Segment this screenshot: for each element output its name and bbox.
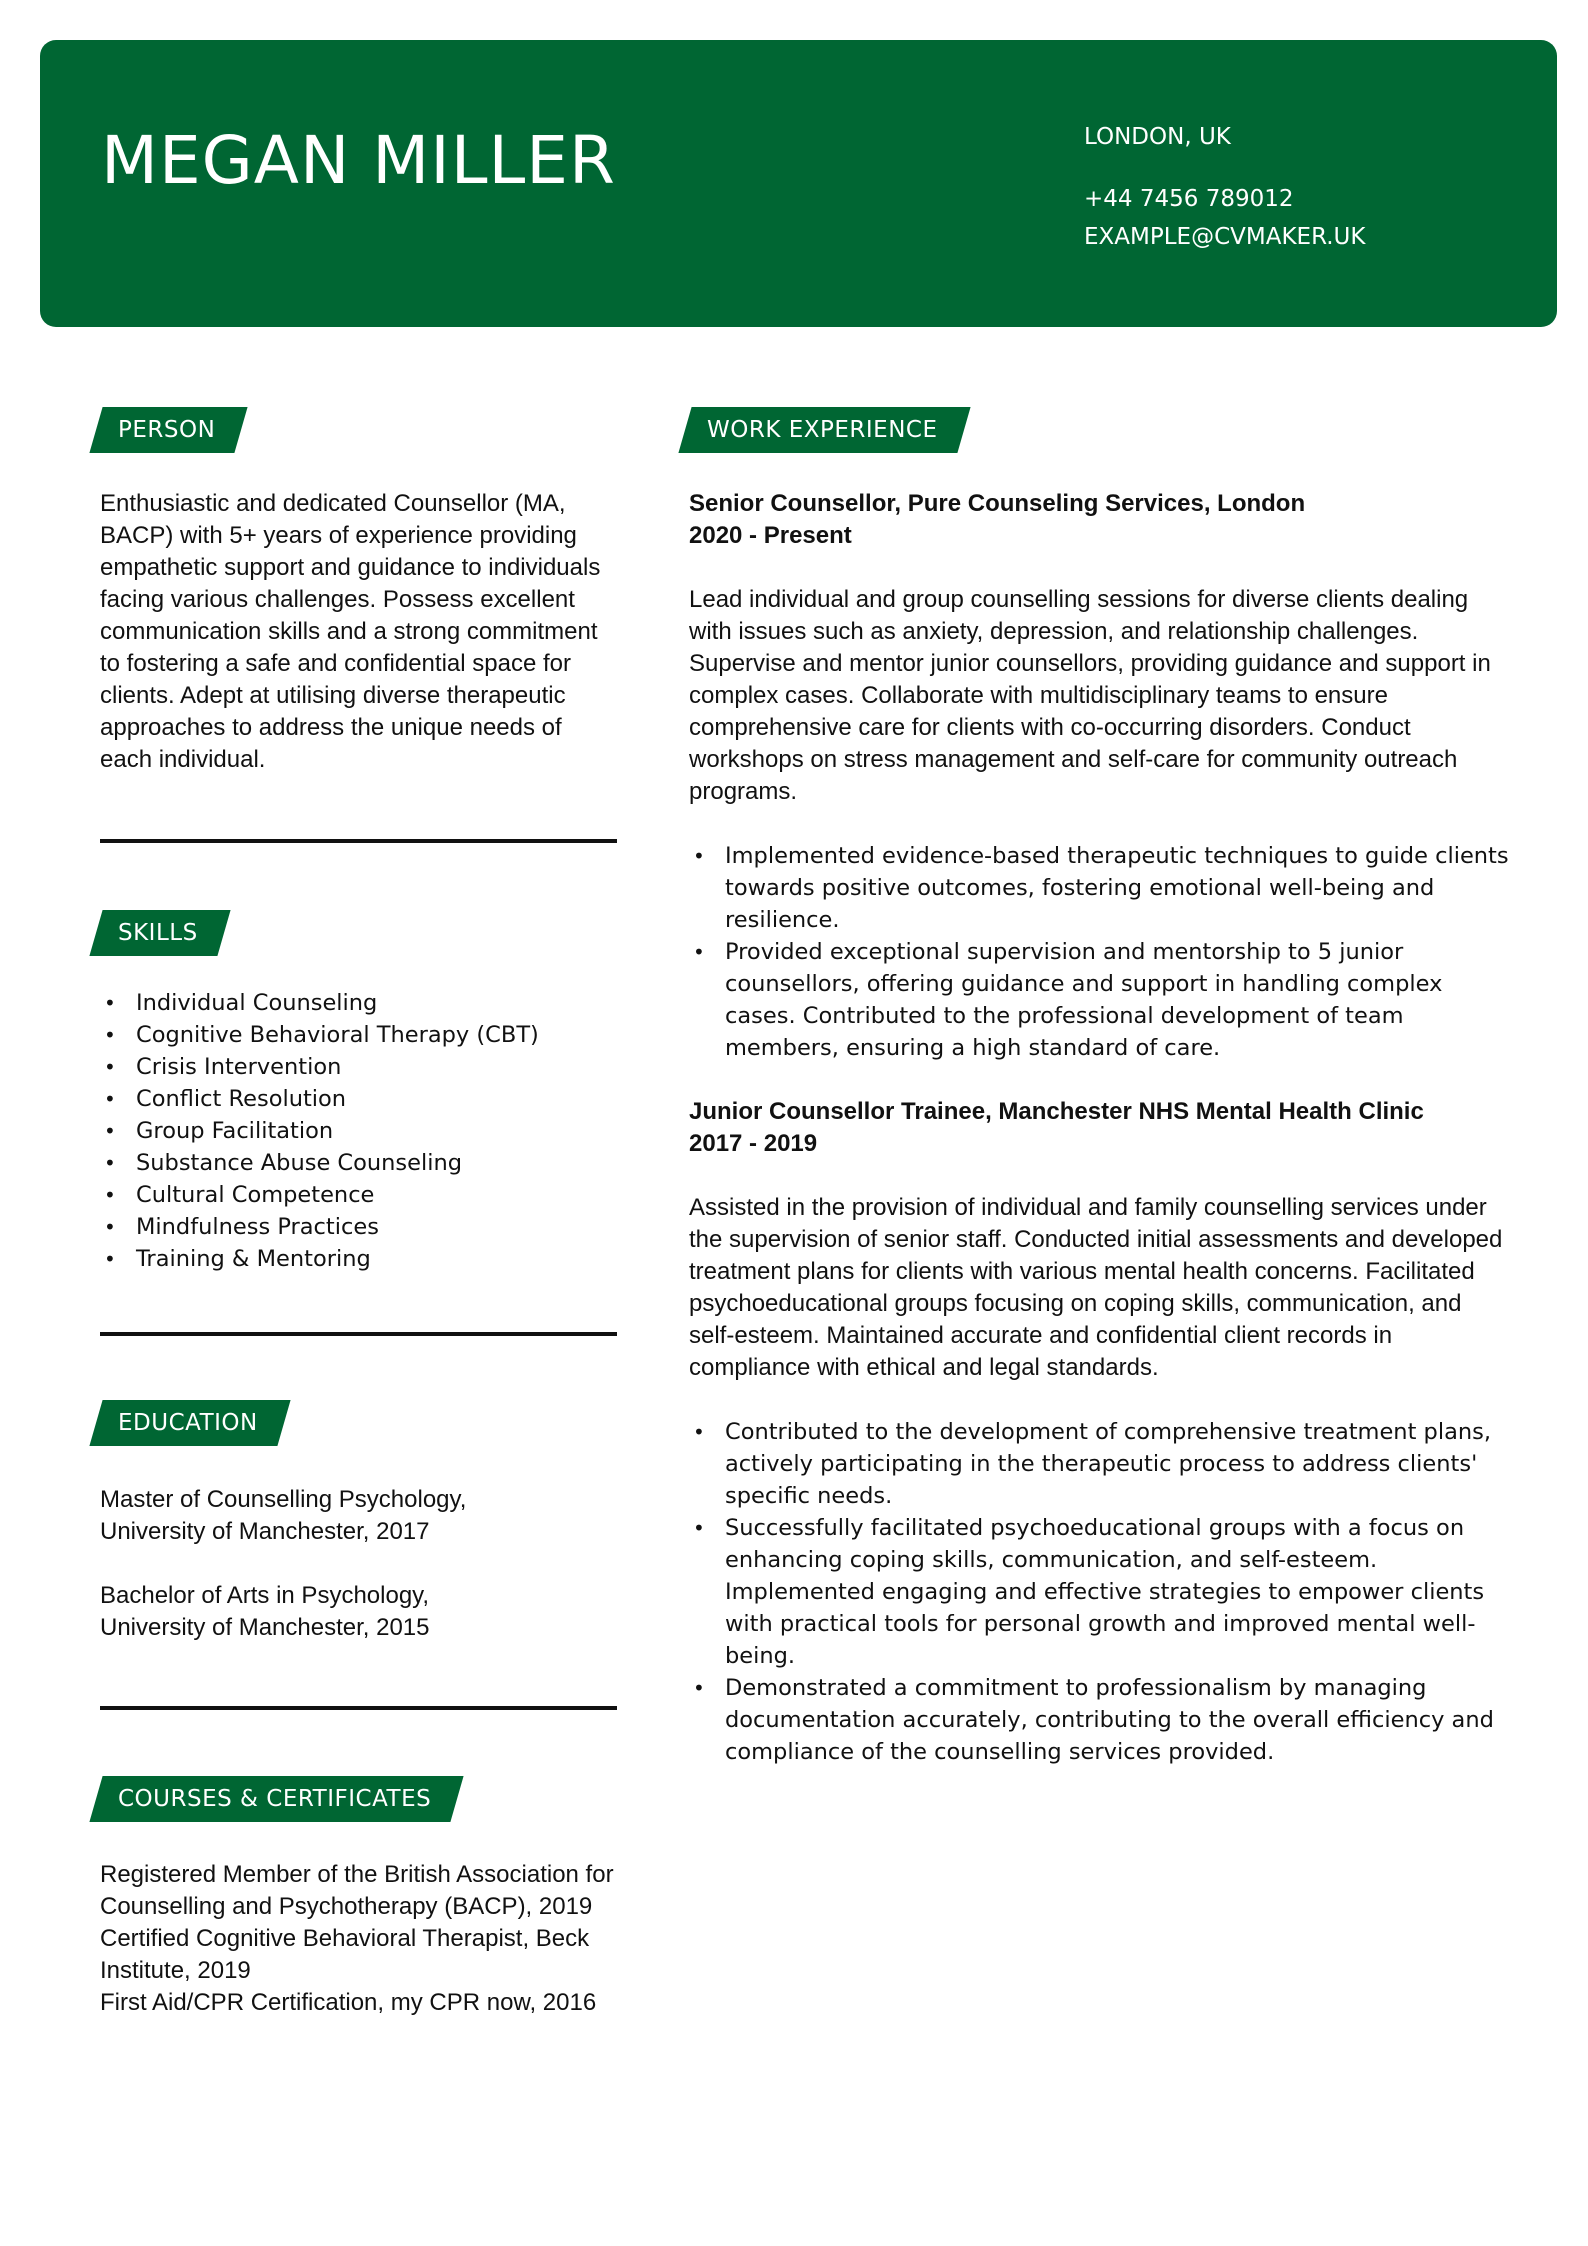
list-item: • Training & Mentoring (100, 1243, 620, 1275)
section-heading-person: PERSON (96, 407, 241, 453)
list-item: • Conflict Resolution (100, 1083, 620, 1115)
list-item: • Cultural Competence (100, 1179, 620, 1211)
job-description: Lead individual and group counselling sessions for diverse clients dealing with issues such as anxiety, depression, and relationship challenges. Supervise and mentor junior counsellors, providing guidance and support in complex cases. Collaborate with multidisciplinary teams to ensure comprehensive care for clients with co-occurring disorders. Conduct workshops on stress management and self-care for community outreach programs. (689, 586, 1491, 805)
left-column (100, 407, 620, 2019)
job-dates: 2017 - 2019 (689, 1130, 818, 1157)
contact-block (1084, 118, 1365, 256)
header-banner (40, 40, 1557, 327)
profile-summary: Enthusiastic and dedicated Counsellor (MA, BACP) with 5+ years of experience providing empathetic support and guidance to individuals facing various challenges. Possess excellent communication skills and a strong commitment to fostering a safe and confidential space for clients. Adept at utilising diverse therapeutic approaches to address the unique needs of each individual. (100, 490, 601, 773)
list-item: • Provided exceptional supervision and mentorship to 5 junior counsellors, offering guidance and support in handling complex cases. Contributed to the professional development of team members, ensuring a high standard of care. (689, 936, 1509, 1064)
job-entry (689, 488, 1509, 1064)
list-item: • Substance Abuse Counseling (100, 1147, 620, 1179)
location: LONDON, UK (1084, 124, 1231, 150)
list-item: • Implemented evidence-based therapeutic techniques to guide clients towards positive outcomes, fostering emotional well-being and resilience. (689, 840, 1509, 936)
right-column (689, 407, 1509, 1768)
list-item: • Cognitive Behavioral Therapy (CBT) (100, 1019, 620, 1051)
section-heading-work: WORK EXPERIENCE (685, 407, 964, 453)
skills-list (100, 987, 620, 1275)
section-divider (100, 839, 617, 843)
job-achievements (689, 840, 1509, 1064)
section-heading-education: EDUCATION (96, 1400, 284, 1446)
email: EXAMPLE@CVMAKER.UK (1084, 224, 1366, 250)
job-title: Junior Counsellor Trainee, Manchester NHS Mental Health Clinic (689, 1098, 1424, 1125)
course-entry: First Aid/CPR Certification, my CPR now, 2016 (100, 1989, 597, 2016)
candidate-name: MEGAN MILLER (101, 122, 616, 199)
section-divider (100, 1706, 617, 1710)
list-item: • Crisis Intervention (100, 1051, 620, 1083)
list-item: • Individual Counseling (100, 987, 620, 1019)
course-entry: Registered Member of the British Association for Counselling and Psychotherapy (BACP), 2019 (100, 1861, 614, 1920)
list-item: • Mindfulness Practices (100, 1211, 620, 1243)
list-item: • Contributed to the development of comprehensive treatment plans, actively participating in the therapeutic process to address clients' specific needs. (689, 1416, 1509, 1512)
job-achievements (689, 1416, 1509, 1768)
list-item: • Successfully facilitated psychoeducational groups with a focus on enhancing coping skills, communication, and self-esteem. Implemented engaging and effective strategies to empower clients with practical tools for personal growth and improved mental well-being. (689, 1512, 1509, 1672)
section-divider (100, 1332, 617, 1336)
job-entry (689, 1096, 1509, 1768)
list-item: • Demonstrated a commitment to professionalism by managing documentation accurately, contributing to the overall efficiency and compliance of the counselling services provided. (689, 1672, 1509, 1768)
education-entry: Master of Counselling Psychology, University of Manchester, 2017 (100, 1486, 467, 1545)
list-item: • Group Facilitation (100, 1115, 620, 1147)
education-entry: Bachelor of Arts in Psychology, University of Manchester, 2015 (100, 1582, 430, 1641)
job-dates: 2020 - Present (689, 522, 852, 549)
job-description: Assisted in the provision of individual and family counselling services under the supervision of senior staff. Conducted initial assessments and developed treatment plans for clients with various mental health concerns. Facilitated psychoeducational groups focusing on coping skills, communication, and self-esteem. Maintained accurate and confidential client records in compliance with ethical and legal standards. (689, 1194, 1503, 1381)
job-title: Senior Counsellor, Pure Counseling Services, London (689, 490, 1306, 517)
section-heading-courses: COURSES & CERTIFICATES (96, 1776, 457, 1822)
course-entry: Certified Cognitive Behavioral Therapist, Beck Institute, 2019 (100, 1925, 590, 1984)
phone: +44 7456 789012 (1084, 186, 1294, 212)
section-heading-skills: SKILLS (96, 910, 224, 956)
